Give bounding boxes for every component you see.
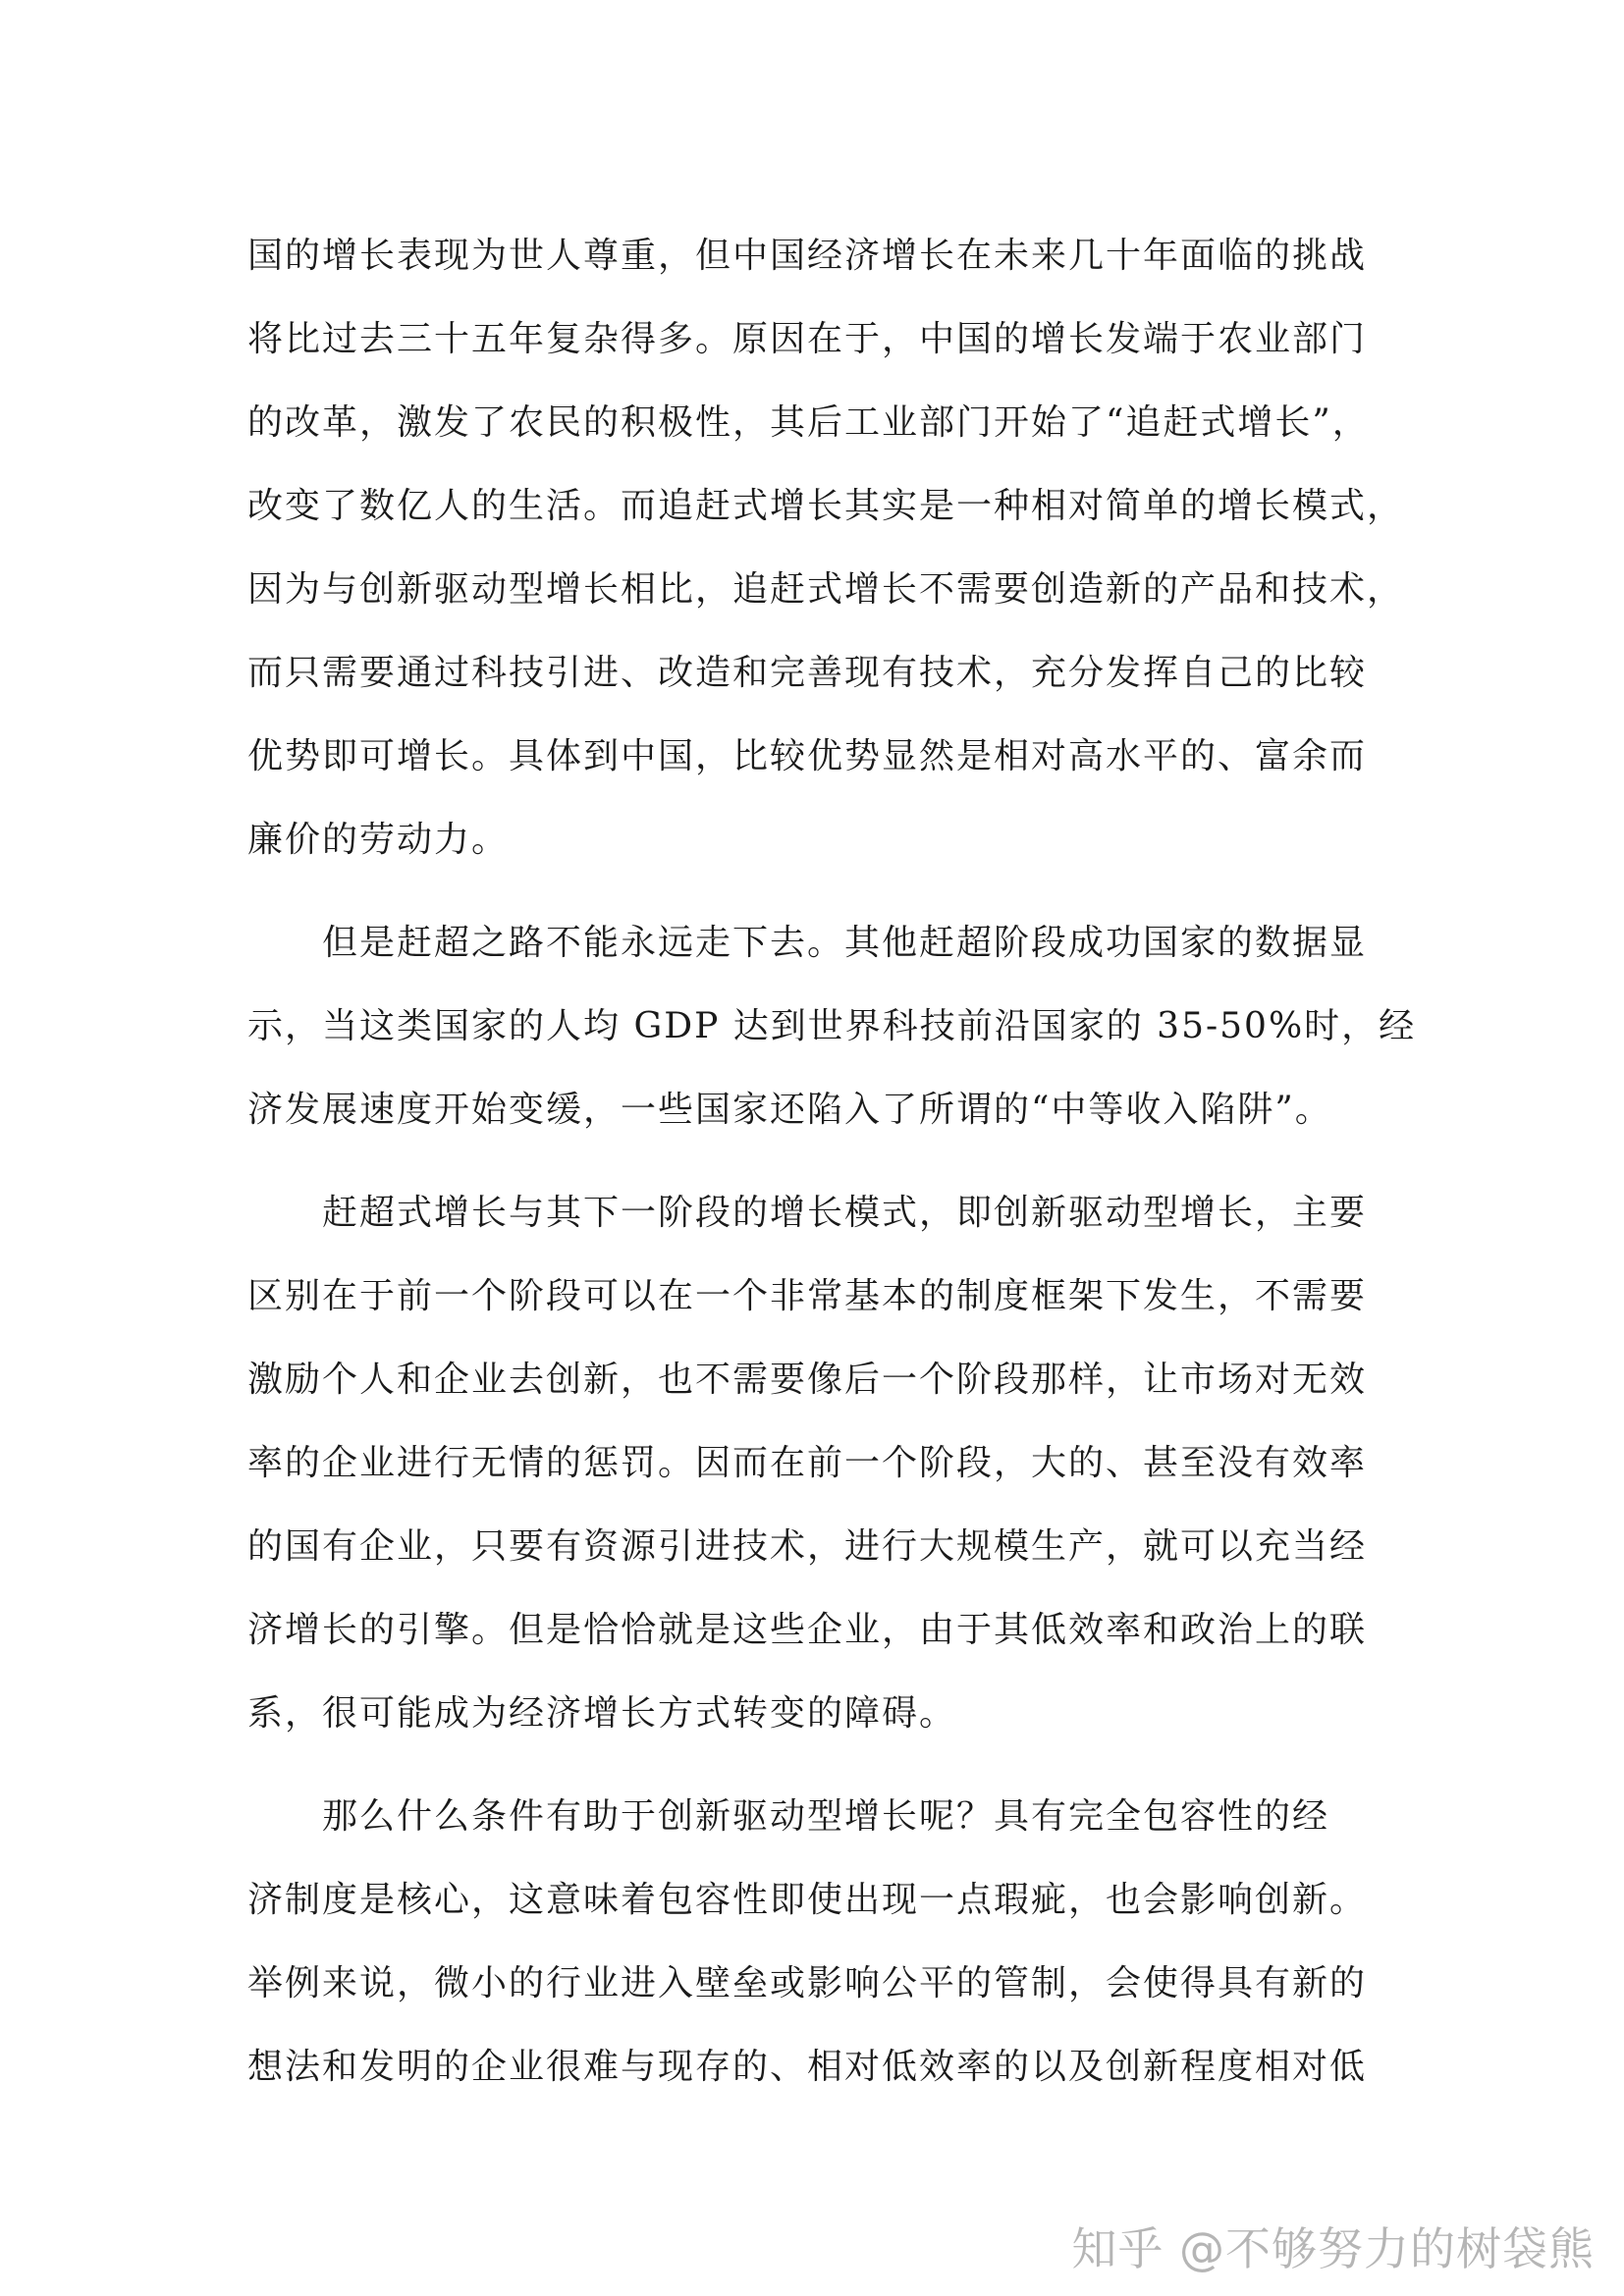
paragraph (247, 1171, 1386, 1755)
text-line: 优势即可增长。具体到中国，比较优势显然是相对高水平的、富余而 (247, 736, 1368, 776)
text-line: 济发展速度开始变缓，一些国家还陷入了所谓的“中等收入陷阱”。 (247, 1090, 1332, 1130)
text-line: 示，当这类国家的人均 GDP 达到世界科技前沿国家的 35-50%时，经 (247, 1006, 1417, 1046)
text-line: 的改革，激发了农民的积极性，其后工业部门开始了“追赶式增长”， (247, 402, 1370, 443)
text-line: 想法和发明的企业很难与现存的、相对低效率的以及创新程度相对低 (247, 2047, 1368, 2087)
text-line: 将比过去三十五年复杂得多。原因在于，中国的增长发端于农业部门 (247, 319, 1368, 359)
text-line: 而只需要通过科技引进、改造和完善现有技术，充分发挥自己的比较 (247, 653, 1368, 693)
text-line: 但是赶超之路不能永远走下去。其他赶超阶段成功国家的数据显 (322, 923, 1368, 963)
text-line: 因为与创新驱动型增长相比，追赶式增长不需要创造新的产品和技术， (247, 569, 1405, 610)
body-text (247, 214, 1417, 2109)
text-line: 国的增长表现为世人尊重，但中国经济增长在未来几十年面临的挑战 (247, 236, 1368, 276)
paragraph (247, 1775, 1386, 2109)
paragraph-gap (247, 1151, 1386, 1171)
text-line: 那么什么条件有助于创新驱动型增长呢？具有完全包容性的经 (322, 1796, 1330, 1837)
text-line: 举例来说，微小的行业进入壁垒或影响公平的管制，会使得具有新的 (247, 1963, 1368, 2003)
text-line: 的国有企业，只要有资源引进技术，进行大规模生产，就可以充当经 (247, 1526, 1368, 1567)
paragraph-gap (247, 1755, 1386, 1775)
text-line: 激励个人和企业去创新，也不需要像后一个阶段那样，让市场对无效 (247, 1360, 1368, 1400)
text-line: 济增长的引擎。但是恰恰就是这些企业，由于其低效率和政治上的联 (247, 1610, 1368, 1650)
text-line: 济制度是核心，这意味着包容性即使出现一点瑕疵，也会影响创新。 (247, 1880, 1368, 1920)
watermark: 知乎 @不够努力的树袋熊 (1071, 2222, 1595, 2275)
paragraph (247, 214, 1405, 881)
paragraph-gap (247, 881, 1386, 901)
text-line: 系，很可能成为经济增长方式转变的障碍。 (247, 1693, 957, 1734)
paragraph (247, 901, 1417, 1151)
text-line: 廉价的劳动力。 (247, 820, 510, 860)
text-line: 率的企业进行无情的惩罚。因而在前一个阶段，大的、甚至没有效率 (247, 1443, 1368, 1483)
text-line: 改变了数亿人的生活。而追赶式增长其实是一种相对简单的增长模式， (247, 486, 1405, 526)
text-line: 区别在于前一个阶段可以在一个非常基本的制度框架下发生，不需要 (247, 1276, 1368, 1316)
text-line: 赶超式增长与其下一阶段的增长模式，即创新驱动型增长，主要 (322, 1193, 1368, 1233)
